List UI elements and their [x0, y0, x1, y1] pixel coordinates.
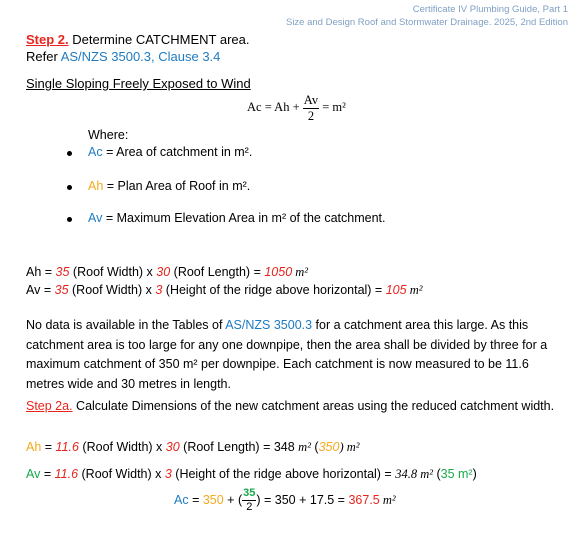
calc-text: (Height of the ridge above horizontal) =	[171, 467, 396, 481]
calc-result: 34.8 m²	[395, 467, 433, 481]
calc-unit: ) m²	[339, 440, 360, 454]
explanation-paragraph	[26, 316, 570, 394]
calc-equals: =	[41, 440, 56, 454]
calc-plan-area	[26, 265, 308, 280]
calc-elevation-area	[26, 283, 422, 298]
definition-symbol: Ah	[88, 179, 104, 193]
calc-new-plan-area	[26, 440, 360, 455]
calc-fraction-numerator: 35	[243, 487, 256, 499]
step2a-label: Step 2a.	[26, 399, 73, 413]
calc-rounded-value: 35 m²	[440, 467, 473, 481]
definition-symbol: Av	[88, 211, 103, 225]
definition-text: = Maximum Elevation Area in m² of the catchment.	[102, 211, 386, 225]
calc-total-catchment	[174, 488, 396, 513]
calc-text: (Roof Width) x	[78, 467, 165, 481]
calc-text: (Roof Length) =	[170, 265, 265, 279]
formula-rhs: = m²	[319, 99, 346, 114]
calc-equals: =	[41, 265, 56, 279]
definition-ac	[88, 145, 252, 159]
calc-text: (Roof Length) = 348	[179, 440, 299, 454]
calc-equals: =	[40, 283, 55, 297]
calc-text: (	[433, 467, 441, 481]
calc-value-width: 35	[54, 283, 69, 297]
calc-plan-value: 350	[202, 492, 224, 507]
calc-unit: m²	[298, 440, 311, 454]
paragraph-text: for a catchment area this large. As this catchment area is too large for any one downpipe, then the area shall be divided by three for a maximum catchment of 350 m² per downpipe. Each catchment is now measured to be 11.6 metres wide and 30 metres in length.	[26, 318, 548, 391]
calc-equals: =	[40, 467, 55, 481]
where-label: Where:	[88, 128, 129, 142]
calc-text: (	[310, 440, 319, 454]
calc-text: )	[472, 467, 477, 481]
calc-text: (Roof Width) x	[68, 283, 156, 297]
calc-text: (Height of the ridge above horizontal) =	[162, 283, 386, 297]
formula-numerator: Av	[303, 93, 319, 107]
formula-denominator: 2	[307, 108, 315, 123]
calc-text: (Roof Width) x	[69, 265, 157, 279]
calc-result: 367.5	[348, 492, 380, 507]
calc-unit: m²	[379, 492, 396, 507]
definition-symbol: Ac	[88, 145, 103, 159]
calc-text: ) = 350 + 17.5 =	[256, 492, 349, 507]
calc-unit: m²	[292, 265, 309, 279]
bullet-icon	[67, 151, 72, 156]
calc-text: + (	[223, 492, 243, 507]
bullet-icon	[67, 185, 72, 190]
calc-rounded-value: 350	[318, 440, 340, 454]
step2-label: Step 2.	[26, 32, 69, 47]
catchment-formula	[247, 94, 346, 122]
refer-text: Refer	[26, 49, 61, 64]
step2-heading	[26, 32, 249, 47]
section-title: Single Sloping Freely Exposed to Wind	[26, 76, 251, 91]
calc-value-height: 3	[155, 283, 163, 297]
calc-symbol: Ah	[26, 265, 42, 279]
formula-lhs: Ac = Ah +	[247, 99, 303, 114]
calc-result: 1050	[264, 265, 293, 279]
calc-text: (Roof Width) x	[78, 440, 166, 454]
calc-equals: =	[188, 492, 203, 507]
calc-result: 105	[385, 283, 407, 297]
calc-new-elevation-area	[26, 467, 477, 482]
definition-av	[88, 211, 385, 225]
formula-fraction	[303, 94, 319, 122]
calc-value-length: 30	[156, 265, 171, 279]
calc-symbol: Ac	[174, 492, 189, 507]
calc-value-width: 11.6	[55, 440, 79, 454]
calc-symbol: Ah	[26, 440, 42, 454]
standard-reference-link: AS/NZS 3500.3, Clause 3.4	[60, 49, 221, 64]
calc-value-width: 35	[55, 265, 70, 279]
refer-line	[26, 49, 220, 64]
definition-text: = Plan Area of Roof in m².	[103, 179, 251, 193]
calc-value-width: 11.6	[54, 467, 79, 481]
calc-fraction-denominator: 2	[246, 501, 253, 513]
calc-value-height: 3	[164, 467, 172, 481]
header-guide-title: Certificate IV Plumbing Guide, Part 1	[412, 4, 568, 15]
step2a-heading	[26, 397, 570, 417]
calc-value-length: 30	[165, 440, 180, 454]
header-edition: Size and Design Roof and Stormwater Drainage. 2025, 2nd Edition	[285, 17, 568, 28]
calc-symbol: Av	[26, 467, 41, 481]
paragraph-text: No data is available in the Tables of	[26, 318, 226, 332]
bullet-icon	[67, 217, 72, 222]
standard-reference-link: AS/NZS 3500.3	[225, 318, 313, 332]
calc-unit: m²	[406, 283, 423, 297]
definition-text: = Area of catchment in m².	[102, 145, 253, 159]
calc-fraction	[242, 488, 256, 513]
step2-text: Determine CATCHMENT area.	[68, 32, 250, 47]
calc-symbol: Av	[26, 283, 41, 297]
definition-ah	[88, 179, 250, 193]
step2a-text: Calculate Dimensions of the new catchment areas using the reduced catchment width.	[72, 399, 555, 413]
